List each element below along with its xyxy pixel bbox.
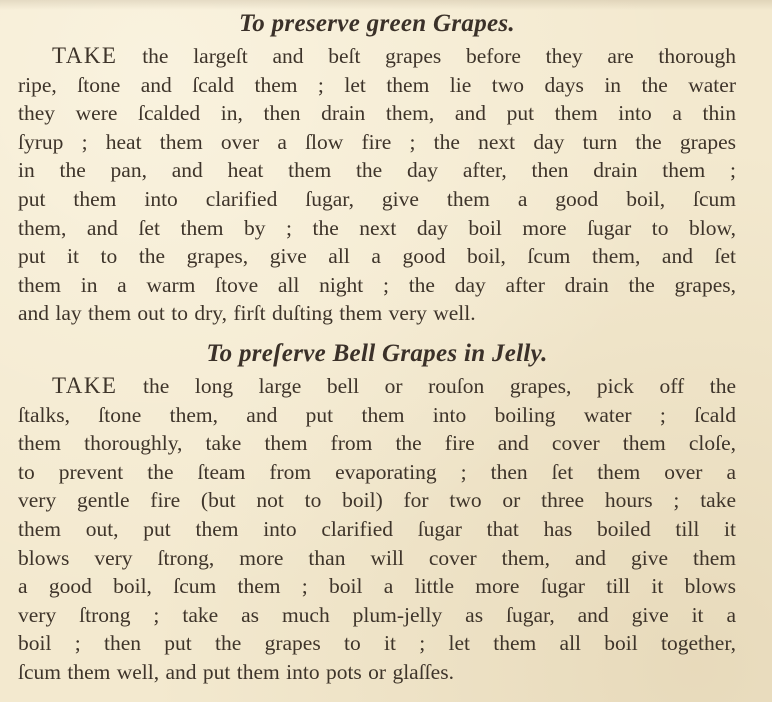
text-line: very gentle fire (but not to boil) for two or three hours ; take — [18, 488, 736, 513]
text-line — [18, 42, 736, 71]
recipe-bell-grapes-in-jelly — [18, 338, 736, 687]
text-line: ſcum them well, and put them into pots or glaſſes. — [18, 659, 454, 684]
text-line: them out, put them into clarified ſugar that has boiled till it — [18, 516, 736, 541]
text-line: and lay them out to dry, firſt duſting them very well. — [18, 301, 476, 326]
text-line: ripe, ſtone and ſcald them ; let them lie two days in the water — [18, 72, 736, 97]
recipe-text — [18, 42, 736, 328]
text-line: put it to the grapes, give all a good boil, ſcum them, and ſet — [18, 244, 736, 269]
recipe-green-grapes — [18, 8, 736, 328]
text-fragment: the long large bell or rouſon grapes, pick off the — [117, 373, 736, 398]
text-fragment: the largeſt and beſt grapes before they are thorough — [117, 44, 736, 68]
text-line: them, and ſet them by ; the next day boil more ſugar to blow, — [18, 215, 736, 240]
text-line: ſtalks, ſtone them, and put them into boiling water ; ſcald — [18, 402, 736, 427]
text-line: a good boil, ſcum them ; boil a little more ſugar till it blows — [18, 574, 736, 599]
text-line: blows very ſtrong, more than will cover them, and give them — [18, 545, 736, 570]
text-line: they were ſcalded in, then drain them, and put them into a thin — [18, 101, 736, 126]
lead-word: TAKE — [52, 43, 118, 68]
text-line — [18, 372, 736, 401]
recipe-title: To preſerve Bell Grapes in Jelly. — [206, 339, 548, 367]
page-top-shadow — [0, 0, 772, 10]
recipe-text — [18, 372, 736, 687]
text-line: them in a warm ſtove all night ; the day after drain the grapes, — [18, 272, 736, 297]
text-line: ſyrup ; heat them over a ſlow fire ; the next day turn the grapes — [18, 129, 736, 154]
text-line: very ſtrong ; take as much plum-jelly as ſugar, and give it a — [18, 602, 736, 627]
text-line: them thoroughly, take them from the fire and cover them cloſe, — [18, 431, 736, 456]
text-line: put them into clarified ſugar, give them a good boil, ſcum — [18, 186, 736, 211]
text-line: to prevent the ſteam from evaporating ; then ſet them over a — [18, 459, 736, 484]
text-line: boil ; then put the grapes to it ; let them all boil together, — [18, 631, 736, 656]
text-line: in the pan, and heat them the day after, then drain them ; — [18, 158, 736, 183]
lead-word: TAKE — [52, 372, 118, 398]
recipe-title: To preserve green Grapes. — [239, 10, 515, 37]
